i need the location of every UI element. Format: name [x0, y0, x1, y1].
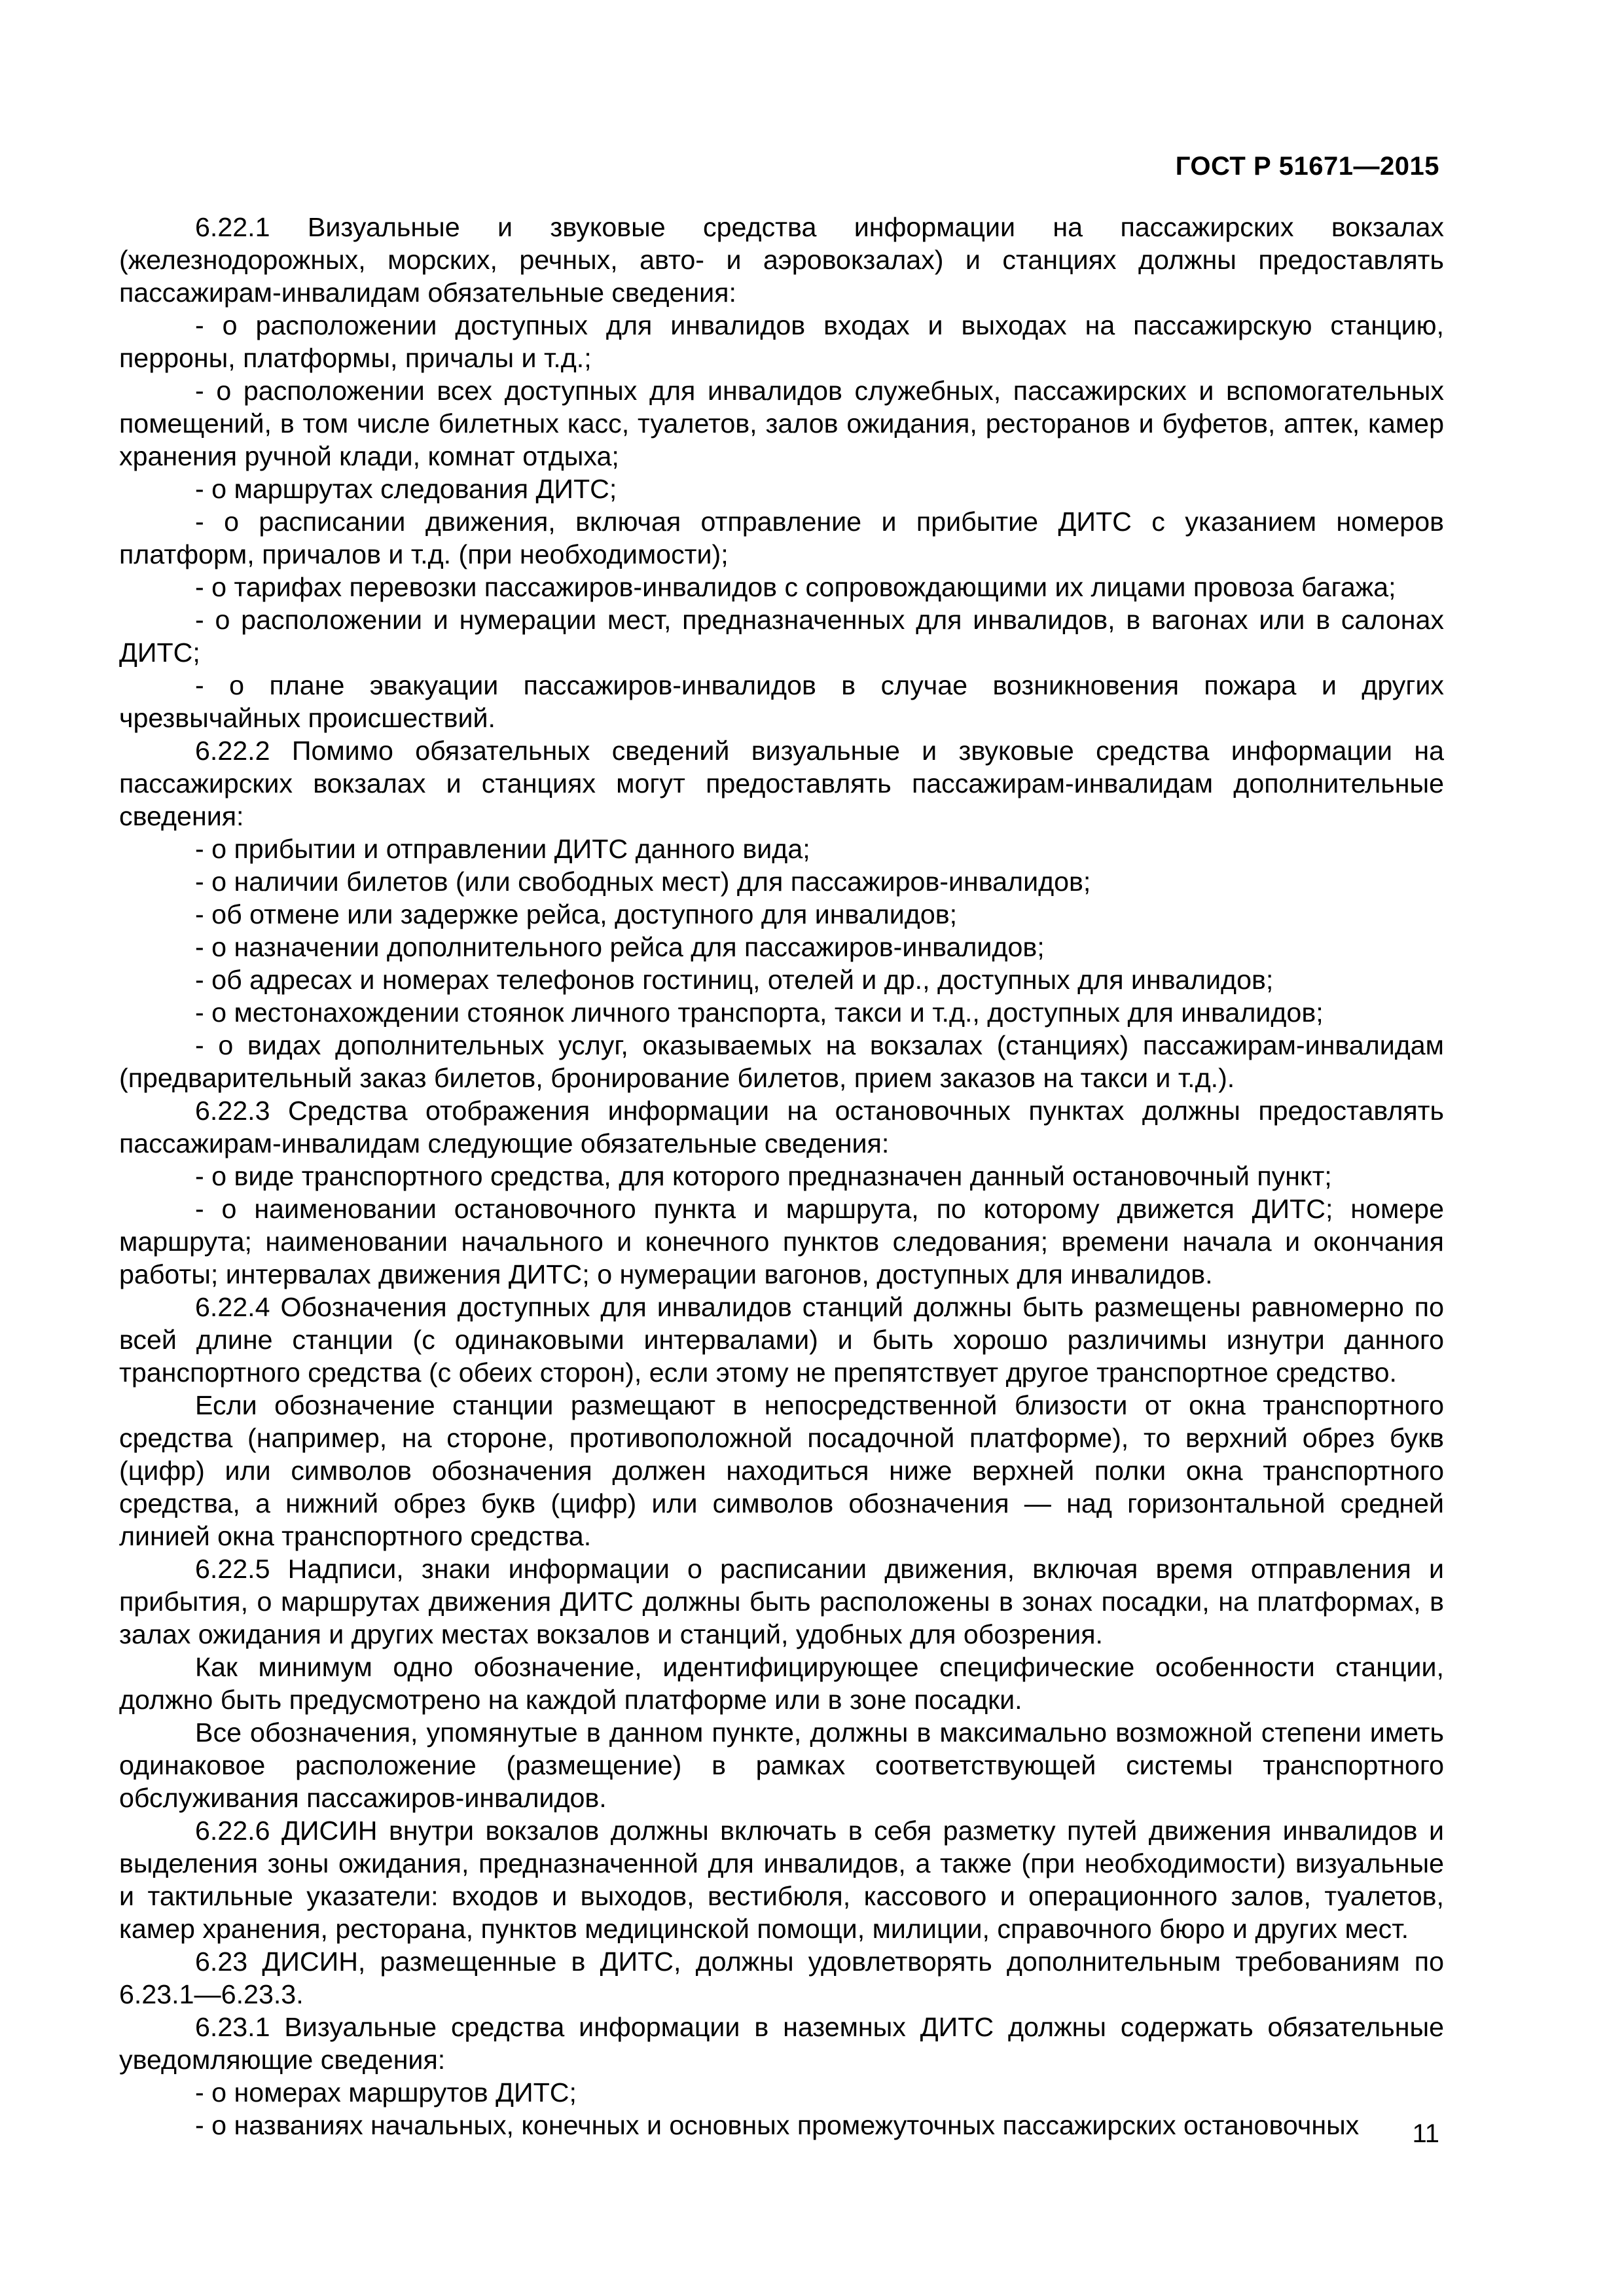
paragraph: 6.22.3 Средства отображения информации на остановочных пунктах должны предоставлять пассажирам-инвалидам следующие обязательные сведения:	[119, 1096, 1444, 1158]
list-item: - о виде транспортного средства, для которого предназначен данный остановочный пункт;	[195, 1161, 1332, 1191]
list-item: - о наименовании остановочного пункта и маршрута, по которому движется ДИТС; номере маршрута; наименовании начального и конечного пунктов следования; времени начала и окончания работы; интервалах движения ДИТС; о нумерации вагонов, доступных для инвалидов.	[119, 1194, 1444, 1289]
page-number: 11	[1412, 2119, 1439, 2148]
list-item: - об адресах и номерах телефонов гостиниц, отелей и др., доступных для инвалидов;	[195, 965, 1274, 995]
document-code-header: ГОСТ Р 51671—2015	[1175, 152, 1439, 181]
list-item: - о местонахождении стоянок личного транспорта, такси и т.д., доступных для инвалидов;	[195, 997, 1324, 1028]
document-body	[119, 211, 1444, 2142]
list-item: - о прибытии и отправлении ДИТС данного вида;	[195, 834, 810, 864]
paragraph: 6.23.1 Визуальные средства информации в наземных ДИТС должны содержать обязательные уведомляющие сведения:	[119, 2012, 1444, 2075]
list-item: - о тарифах перевозки пассажиров-инвалидов с сопровождающими их лицами провоза багажа;	[195, 572, 1396, 602]
list-item: - о расположении и нумерации мест, предназначенных для инвалидов, в вагонах или в салонах ДИТС;	[119, 605, 1444, 668]
list-item: - о расположении доступных для инвалидов входах и выходах на пассажирскую станцию, перроны, платформы, причалы и т.д.;	[119, 310, 1444, 373]
paragraph: 6.22.5 Надписи, знаки информации о расписании движения, включая время отправления и прибытия, о маршрутах движения ДИТС должны быть расположены в зонах посадки, на платформах, в залах ожидания и других местах вокзалов и станций, удобных для обозрения.	[119, 1554, 1444, 1649]
list-item: - о маршрутах следования ДИТС;	[195, 474, 617, 504]
paragraph: Все обозначения, упомянутые в данном пункте, должны в максимально возможной степени иметь одинаковое расположение (размещение) в рамках соответствующей системы транспортного обслуживания пассажиров-инвалидов.	[119, 1717, 1444, 1813]
list-item: - о наличии билетов (или свободных мест) для пассажиров-инвалидов;	[195, 867, 1091, 897]
paragraph: Как минимум одно обозначение, идентифицирующее специфические особенности станции, должно быть предусмотрено на каждой платформе или в зоне посадки.	[119, 1652, 1444, 1715]
paragraph: 6.23 ДИСИН, размещенные в ДИТС, должны удовлетворять дополнительным требованиям по 6.23.1—6.23.3.	[119, 1946, 1444, 2009]
paragraph: 6.22.2 Помимо обязательных сведений визуальные и звуковые средства информации на пассажирских вокзалах и станциях могут предоставлять пассажирам-инвалидам дополнительные сведения:	[119, 736, 1444, 831]
paragraph: 6.22.6 ДИСИН внутри вокзалов должны включать в себя разметку путей движения инвалидов и выделения зоны ожидания, предназначенной для инвалидов, а также (при необходимости) визуальные и тактильные указатели: входов и выходов, вестибюля, кассового и операционного залов, туалетов, камер хранения, ресторана, пунктов медицинской помощи, милиции, справочного бюро и других мест.	[119, 1816, 1444, 1944]
list-item: - о номерах маршрутов ДИТС;	[195, 2077, 577, 2108]
paragraph: 6.22.1 Визуальные и звуковые средства информации на пассажирских вокзалах (железнодорожных, морских, речных, авто- и аэровокзалах) и станциях должны предоставлять пассажирам-инвалидам обязательные сведения:	[119, 212, 1444, 308]
list-item: - о плане эвакуации пассажиров-инвалидов в случае возникновения пожара и других чрезвычайных происшествий.	[119, 670, 1444, 733]
paragraph: 6.22.4 Обозначения доступных для инвалидов станций должны быть размещены равномерно по всей длине станции (с одинаковыми интервалами) и быть хорошо различимы изнутри данного транспортного средства (с обеих сторон), если этому не препятствует другое транспортное средство.	[119, 1292, 1444, 1388]
list-item: - о расписании движения, включая отправление и прибытие ДИТС с указанием номеров платформ, причалов и т.д. (при необходимости);	[119, 507, 1444, 569]
list-item: - о расположении всех доступных для инвалидов служебных, пассажирских и вспомогательных помещений, в том числе билетных касс, туалетов, залов ожидания, ресторанов и буфетов, аптек, камер хранения ручной клади, комнат отдыха;	[119, 376, 1444, 471]
list-item: - о названиях начальных, конечных и основных промежуточных пассажирских остановочных	[195, 2110, 1360, 2140]
list-item: - об отмене или задержке рейса, доступного для инвалидов;	[195, 899, 958, 929]
paragraph: Если обозначение станции размещают в непосредственной близости от окна транспортного средства (например, на стороне, противоположной посадочной платформе), то верхний обрез букв (цифр) или символов обозначения должен находиться ниже верхней полки окна транспортного средства, а нижний обрез букв (цифр) или символов обозначения — над горизонтальной средней линией окна транспортного средства.	[119, 1390, 1444, 1551]
list-item: - о видах дополнительных услуг, оказываемых на вокзалах (станциях) пассажирам-инвалидам (предварительный заказ билетов, бронирование билетов, прием заказов на такси и т.д.).	[119, 1030, 1444, 1093]
list-item: - о назначении дополнительного рейса для пассажиров-инвалидов;	[195, 932, 1045, 962]
